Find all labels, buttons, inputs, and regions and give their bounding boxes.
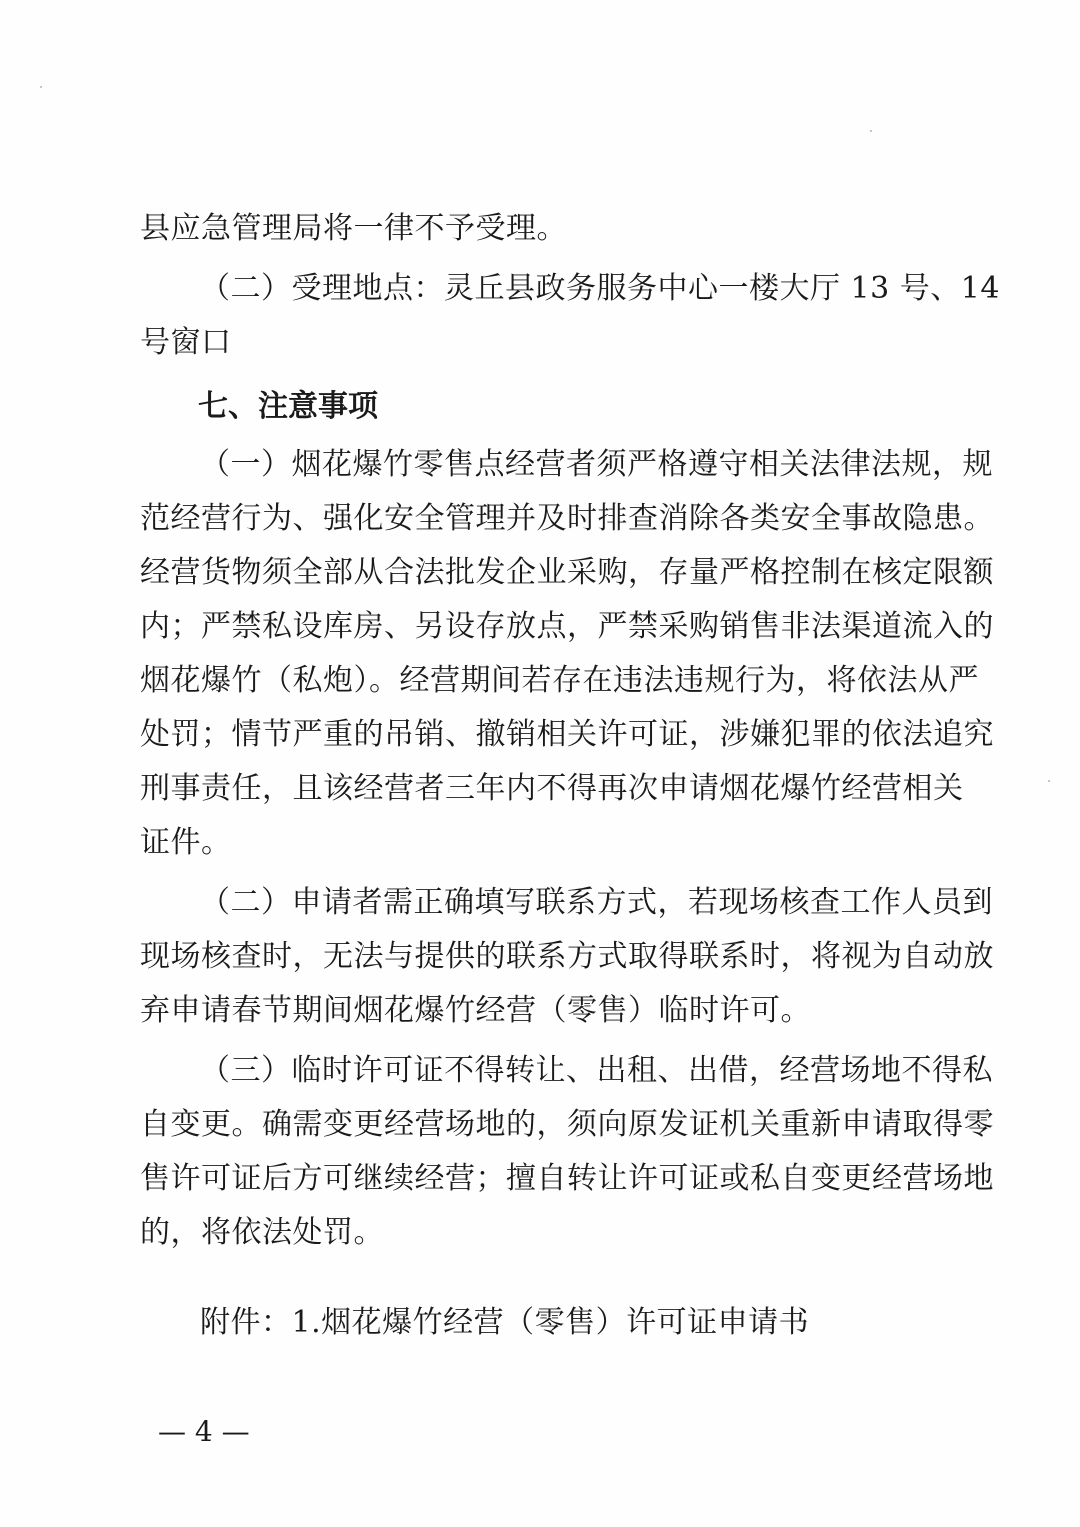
body-line: 范经营行为、强化安全管理并及时排查消除各类安全事故隐患。 — [140, 501, 994, 536]
body-line: 内；严禁私设库房、另设存放点，严禁采购销售非法渠道流入的 — [140, 609, 994, 644]
scan-speck — [870, 130, 872, 132]
body-line: 处罚；情节严重的吊销、撤销相关许可证，涉嫌犯罪的依法追究 — [140, 717, 994, 752]
page-number: — 4 — — [158, 1415, 250, 1448]
body-line: （一）烟花爆竹零售点经营者须严格遵守相关法律法规，规 — [200, 447, 993, 482]
body-line: 经营货物须全部从合法批发企业采购，存量严格控制在核定限额 — [140, 555, 994, 590]
body-line: 县应急管理局将一律不予受理。 — [140, 211, 567, 246]
body-line: （二）申请者需正确填写联系方式，若现场核查工作人员到 — [200, 885, 993, 920]
paragraph-1 — [140, 438, 994, 870]
attachment-line: 附件：1.烟花爆竹经营（零售）许可证申请书 — [200, 1305, 810, 1340]
body-line: 弃申请春节期间烟花爆竹经营（零售）临时许可。 — [140, 993, 811, 1028]
body-line: 烟花爆竹（私炮）。经营期间若存在违法违规行为，将依法从严 — [140, 663, 979, 698]
document-body — [140, 202, 1000, 1260]
body-line: 自变更。确需变更经营场地的，须向原发证机关重新申请取得零 — [140, 1107, 994, 1142]
body-line: 售许可证后方可继续经营；擅自转让许可证或私自变更经营场地 — [140, 1161, 994, 1196]
body-line: 刑事责任，且该经营者三年内不得再次申请烟花爆竹经营相关 — [140, 771, 964, 806]
scan-speck — [40, 86, 42, 88]
body-line: 的，将依法处罚。 — [140, 1215, 384, 1250]
body-line: （二）受理地点：灵丘县政务服务中心一楼大厅 13 号、14 — [200, 271, 1000, 306]
section-title: 七、注意事项 — [198, 389, 378, 424]
body-line: （三）临时许可证不得转让、出租、出借，经营场地不得私 — [200, 1053, 993, 1088]
paragraph-3 — [140, 1044, 994, 1260]
scan-speck — [1048, 780, 1050, 782]
body-line: 证件。 — [140, 825, 232, 860]
body-line: 现场核查时，无法与提供的联系方式取得联系时，将视为自动放 — [140, 939, 994, 974]
body-line: 号窗口 — [140, 325, 232, 360]
paragraph-2 — [140, 876, 994, 1038]
